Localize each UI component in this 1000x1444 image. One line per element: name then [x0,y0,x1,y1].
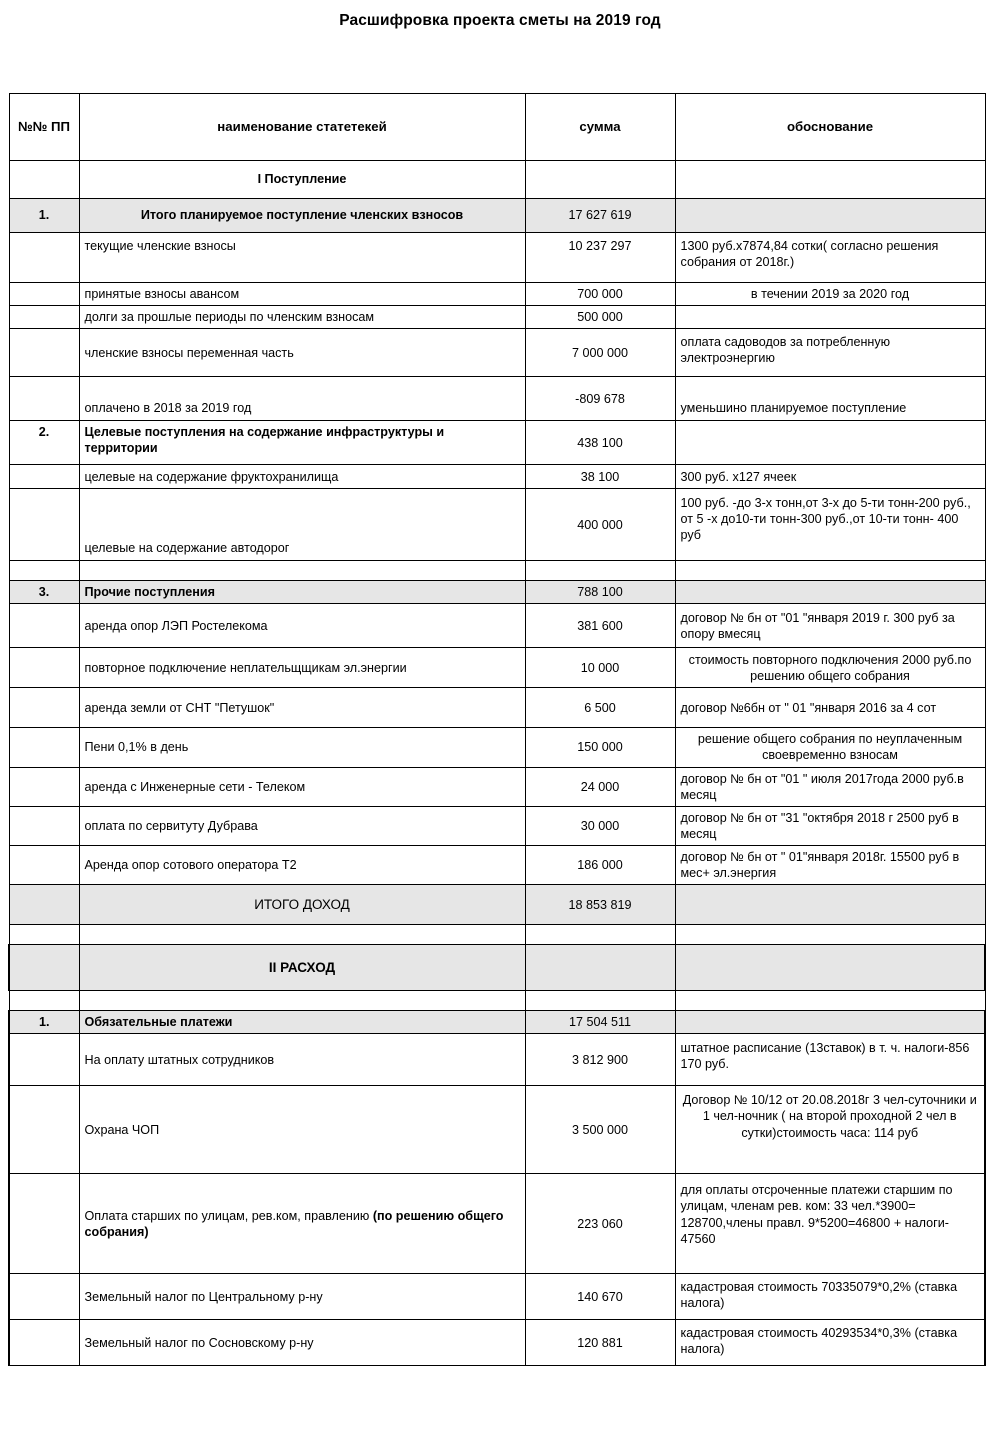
row-number: 2. [9,421,79,465]
row-number [9,688,79,728]
row-note [675,885,985,925]
row-number [9,1086,79,1174]
row-name: II РАСХОД [79,945,525,991]
table-spacer-row [9,561,985,581]
table-row [9,306,985,329]
row-name: аренда опор ЛЭП Ростелекома [79,604,525,648]
row-number [9,806,79,845]
row-note [675,1011,985,1034]
row-number [9,561,79,581]
row-number [9,767,79,806]
table-row [9,581,985,604]
table-row [9,199,985,233]
row-note: договор № бн от "01 " июля 2017года 2000 руб.в месяц [675,767,985,806]
row-number [9,306,79,329]
row-note: штатное расписание (13ставок) в т. ч. налоги-856 170 руб. [675,1034,985,1086]
row-note [675,306,985,329]
row-amount: 120 881 [525,1320,675,1366]
row-amount [525,945,675,991]
row-number [9,1034,79,1086]
row-name: аренда земли от СНТ "Петушок" [79,688,525,728]
row-name: Земельный налог по Сосновскому р-ну [79,1320,525,1366]
column-header-justification: обоснование [675,94,985,161]
row-amount: 17 627 619 [525,199,675,233]
row-amount [525,161,675,199]
page-title: Расшифровка проекта сметы на 2019 год [339,12,661,29]
table-row [9,767,985,806]
column-header-name: наименование статетекей [79,94,525,161]
row-name: ИТОГО ДОХОД [79,885,525,925]
row-note: стоимость повторного подключения 2000 руб.по решению общего собрания [675,648,985,688]
estimate-table [8,93,986,1366]
row-note: договор № бн от "31 "октября 2018 г 2500 руб в месяц [675,806,985,845]
table-row [9,845,985,884]
table-row [9,161,985,199]
row-number: 3. [9,581,79,604]
row-name: Обязательные платежи [79,1011,525,1034]
row-number [9,1320,79,1366]
row-amount: -809 678 [525,377,675,421]
row-name [79,991,525,1011]
row-number [9,1274,79,1320]
row-name: Аренда опор сотового оператора Т2 [79,845,525,884]
row-number [9,885,79,925]
row-note [675,161,985,199]
table-row [9,1086,985,1174]
table-row [9,688,985,728]
table-row [9,1174,985,1274]
table-row [9,421,985,465]
row-note: кадастровая стоимость 40293534*0,3% (ставка налога) [675,1320,985,1366]
row-number [9,925,79,945]
table-row [9,283,985,306]
row-note: 300 руб. х127 ячеек [675,465,985,489]
row-amount: 10 237 297 [525,233,675,283]
row-amount: 18 853 819 [525,885,675,925]
table-row-section-expense [9,945,985,991]
table-row [9,728,985,767]
row-amount: 500 000 [525,306,675,329]
row-number [9,845,79,884]
row-amount: 788 100 [525,581,675,604]
row-name: повторное подключение неплательщщикам эл.энергии [79,648,525,688]
row-number [9,283,79,306]
row-name: оплата по сервитуту Дубрава [79,806,525,845]
row-name: Пени 0,1% в день [79,728,525,767]
row-amount [525,991,675,1011]
row-number [9,489,79,561]
table-spacer-row [9,991,985,1011]
row-name [79,925,525,945]
row-name: Целевые поступления на содержание инфраструктуры и территории [79,421,525,465]
row-number: 1. [9,199,79,233]
row-note [675,925,985,945]
row-name: членские взносы переменная часть [79,329,525,377]
row-number [9,465,79,489]
table-row [9,233,985,283]
row-amount [525,561,675,581]
row-number [9,945,79,991]
row-name: I Поступление [79,161,525,199]
row-amount: 140 670 [525,1274,675,1320]
row-note: для оплаты отсроченные платежи старшим по улицам, членам рев. ком: 33 чел.*3900= 128700,члены правл. 9*5200=46800 + налоги- 47560 [675,1174,985,1274]
row-name: текущие членские взносы [79,233,525,283]
table-row [9,1034,985,1086]
row-name: Земельный налог по Центральному р-ну [79,1274,525,1320]
table-row-total [9,885,985,925]
row-note: 100 руб. -до 3-х тонн,от 3-х до 5-ти тонн-200 руб., от 5 -х до10-ти тонн-300 руб.,от 10-ти тонн- 400 руб [675,489,985,561]
row-note: решение общего собрания по неуплаченным своевременно взносам [675,728,985,767]
row-amount: 400 000 [525,489,675,561]
table-spacer-row [9,925,985,945]
row-note: договор № бн от " 01"января 2018г. 15500 руб в мес+ эл.энергия [675,845,985,884]
row-amount: 186 000 [525,845,675,884]
row-amount: 6 500 [525,688,675,728]
row-note: 1300 руб.х7874,84 сотки( согласно решения собрания от 2018г.) [675,233,985,283]
table-header-row [9,94,985,161]
row-amount: 700 000 [525,283,675,306]
row-note: оплата садоводов за потребленную электроэнергию [675,329,985,377]
row-name [79,561,525,581]
row-amount: 17 504 511 [525,1011,675,1034]
table-row [9,329,985,377]
row-amount: 38 100 [525,465,675,489]
row-name: аренда с Инженерные сети - Телеком [79,767,525,806]
row-amount: 10 000 [525,648,675,688]
row-note: Договор № 10/12 от 20.08.2018г 3 чел-суточники и 1 чел-ночник ( на второй проходной 2 чел в сутки)стоимость часа: 114 руб [675,1086,985,1174]
row-name: целевые на содержание фруктохранилища [79,465,525,489]
table-row [9,1011,985,1034]
row-note [675,421,985,465]
row-amount: 438 100 [525,421,675,465]
row-number [9,233,79,283]
row-number: 1. [9,1011,79,1034]
row-amount: 7 000 000 [525,329,675,377]
table-row [9,489,985,561]
table-row [9,377,985,421]
table-row [9,806,985,845]
row-name: Итого планируемое поступление членских взносов [79,199,525,233]
row-note: кадастровая стоимость 70335079*0,2% (ставка налога) [675,1274,985,1320]
row-note [675,581,985,604]
row-amount [525,925,675,945]
row-name-plain: Оплата старших по улицам, рев.ком, правлению [84,1208,373,1223]
row-name: долги за прошлые периоды по членским взносам [79,306,525,329]
row-name: На оплату штатных сотрудников [79,1034,525,1086]
row-amount: 223 060 [525,1174,675,1274]
row-note [675,561,985,581]
row-number [9,991,79,1011]
table-row [9,648,985,688]
row-note: в течении 2019 за 2020 год [675,283,985,306]
column-header-amount: сумма [525,94,675,161]
row-name: принятые взносы авансом [79,283,525,306]
row-name-composite [79,1174,525,1274]
row-name: оплачено в 2018 за 2019 год [79,377,525,421]
row-amount: 381 600 [525,604,675,648]
row-number [9,728,79,767]
column-header-number: №№ ПП [9,94,79,161]
row-number [9,604,79,648]
row-amount: 3 812 900 [525,1034,675,1086]
row-note [675,945,985,991]
row-number [9,161,79,199]
table-row [9,465,985,489]
row-amount: 3 500 000 [525,1086,675,1174]
row-note: договор №6бн от " 01 "января 2016 за 4 сот [675,688,985,728]
row-amount: 30 000 [525,806,675,845]
row-name: целевые на содержание автодорог [79,489,525,561]
table-row [9,604,985,648]
row-note [675,991,985,1011]
row-number [9,648,79,688]
table-row [9,1320,985,1366]
row-amount: 150 000 [525,728,675,767]
row-note: договор № бн от "01 "января 2019 г. 300 руб за опору вмесяц [675,604,985,648]
row-name: Охрана ЧОП [79,1086,525,1174]
row-note: уменьшино планируемое поступление [675,377,985,421]
row-number [9,377,79,421]
row-name: Прочие поступления [79,581,525,604]
row-name-emphasis: (по решению общего собрания) [84,1208,504,1239]
row-number [9,329,79,377]
row-note [675,199,985,233]
row-number [9,1174,79,1274]
table-row [9,1274,985,1320]
row-amount: 24 000 [525,767,675,806]
